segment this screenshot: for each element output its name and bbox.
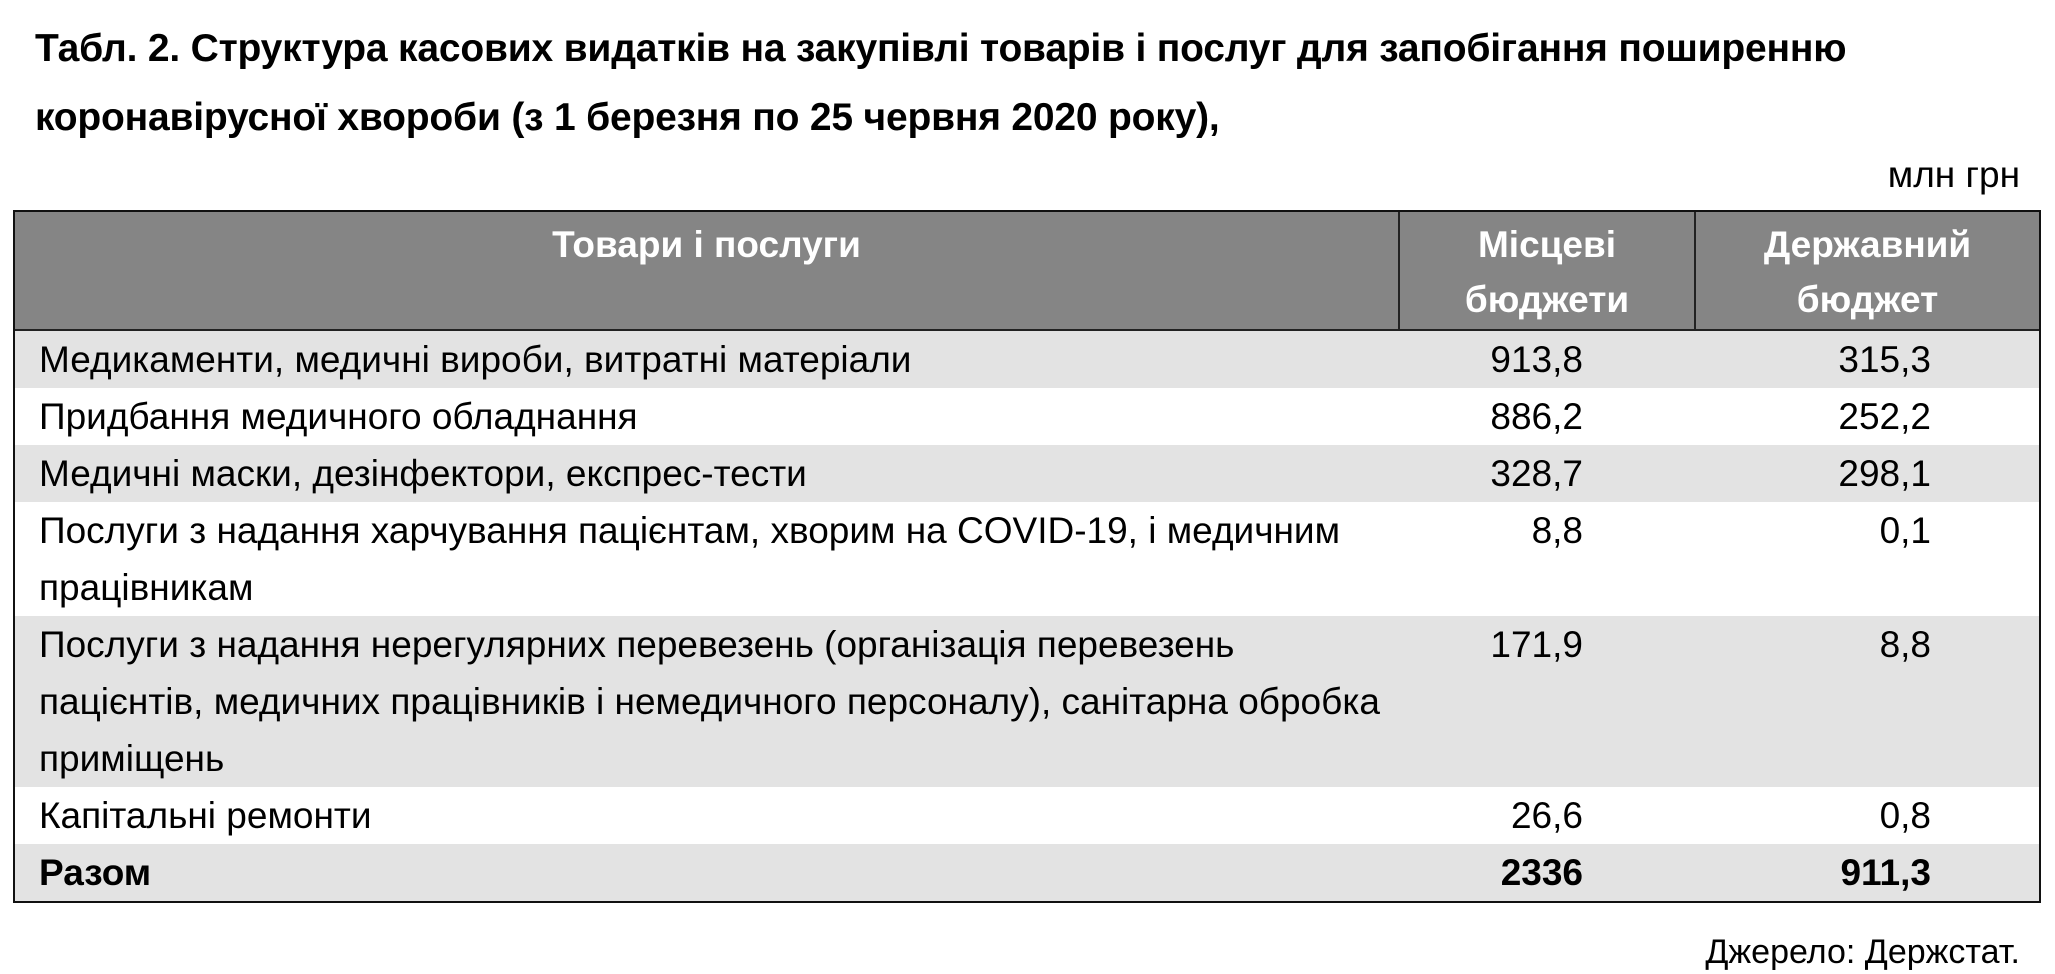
table-row — [15, 330, 2039, 388]
data-table — [13, 210, 2041, 903]
row-name: Медикаменти, медичні вироби, витратні матеріали — [15, 330, 1399, 388]
row-name: Медичні маски, дезінфектори, експрес-тести — [15, 445, 1399, 502]
table-row — [15, 616, 2039, 787]
row-local-value: 886,2 — [1490, 396, 1583, 437]
table-header-row — [15, 212, 2039, 330]
row-state-value: 0,8 — [1879, 795, 1931, 836]
row-state-value: 315,3 — [1695, 330, 2039, 388]
row-name: Придбання медичного обладнання — [39, 396, 638, 437]
total-label: Разом — [15, 844, 1399, 901]
row-local-value: 26,6 — [1510, 795, 1583, 836]
row-name: Послуги з надання нерегулярних перевезень (організація перевезень пацієнтів, медичних працівників і немедичного персоналу), санітарна обробка приміщень — [15, 616, 1399, 787]
table-row — [15, 787, 2039, 844]
table-row — [15, 388, 2039, 445]
row-local-value: 171,9 — [1399, 616, 1695, 787]
source-note: Джерело: Держстат. — [1705, 933, 2020, 971]
row-local-value: 913,8 — [1399, 330, 1695, 388]
row-local-value: 8,8 — [1531, 510, 1583, 551]
row-state-value: 8,8 — [1695, 616, 2039, 787]
total-state-value: 911,3 — [1695, 844, 2039, 901]
table-total-row — [15, 844, 2039, 901]
row-local-value: 328,7 — [1399, 445, 1695, 502]
table-title: Табл. 2. Структура касових видатків на закупівлі товарів і послуг для запобігання поширенню коронавірусної хвороби (з 1 березня по 25 червня 2020 року), — [35, 27, 1847, 139]
unit-label: млн грн — [1887, 154, 2020, 195]
row-name: Послуги з надання харчування пацієнтам, хворим на COVID-19, і медичним працівникам — [39, 510, 1341, 608]
row-state-value: 252,2 — [1838, 396, 1931, 437]
total-local-value: 2336 — [1399, 844, 1695, 901]
table-row — [15, 445, 2039, 502]
header-goods-services: Товари і послуги — [15, 212, 1399, 330]
table-row — [15, 502, 2039, 616]
header-state-budget: Державний бюджет — [1695, 212, 2039, 330]
row-state-value: 0,1 — [1879, 510, 1931, 551]
header-local-budgets: Місцеві бюджети — [1399, 212, 1695, 330]
row-state-value: 298,1 — [1695, 445, 2039, 502]
row-name: Капітальні ремонти — [39, 795, 372, 836]
